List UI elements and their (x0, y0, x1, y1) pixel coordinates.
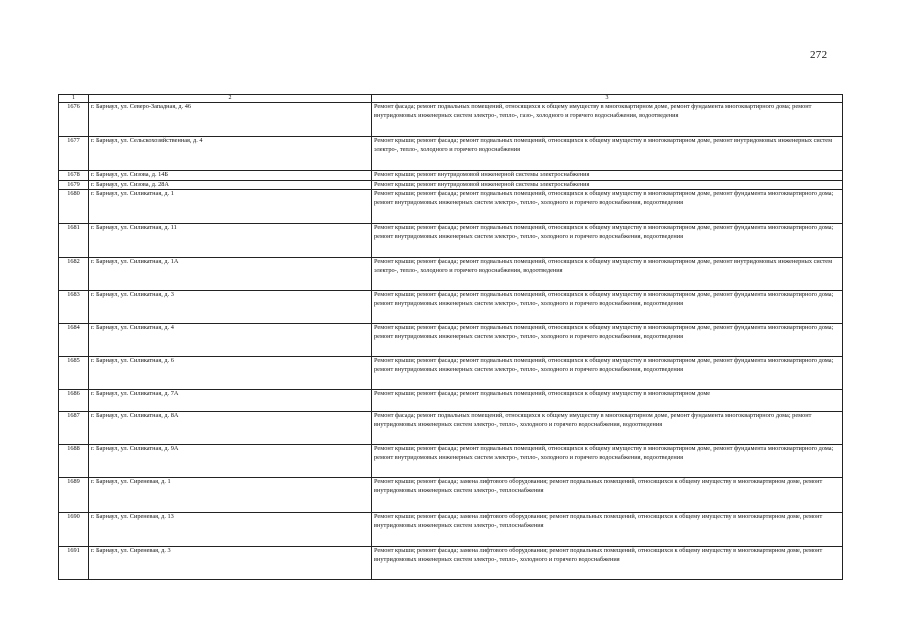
row-works: Ремонт крыши; ремонт фасада; ремонт подвальных помещений, относящихся к общему имуществу в многоквартирном доме, ремонт фундамента многоквартирного дома; ремонт внутридомовых инженерных систем электро-, тепло-, холодного и горячего водоснабжения, водоотведения (372, 445, 843, 478)
row-works: Ремонт крыши; ремонт фасада; замена лифтового оборудования; ремонт подвальных помещений, относящихся к общему имуществу в многоквартирном доме, ремонт внутридомовых инженерных систем электро-, теплоснабжения (372, 478, 843, 513)
row-works: Ремонт крыши; ремонт внутридомовой инженерной системы электроснабжения (372, 180, 843, 190)
page-number: 272 (810, 49, 828, 61)
row-address: г. Барнаул, ул. Сельскохозяйственная, д. 4 (89, 137, 372, 171)
row-address: г. Барнаул, ул. Сизова, д. 28А (89, 180, 372, 190)
row-works: Ремонт крыши; ремонт фасада; ремонт подвальных помещений, относящихся к общему имуществу в многоквартирном доме, ремонт фундамента многоквартирного дома; ремонт внутридомовых инженерных систем электро-, тепло-, холодного и горячего водоснабжения, водоотведения (372, 190, 843, 224)
table-row (59, 390, 843, 412)
works-table (58, 94, 843, 580)
row-number: 1686 (59, 390, 89, 412)
row-works: Ремонт крыши; ремонт фасада; ремонт подвальных помещений, относящихся к общему имуществу в многоквартирном доме, ремонт внутридомовых инженерных систем электро-, тепло-, холодного и горячего водоснабжения, водоотведения (372, 258, 843, 291)
row-works: Ремонт крыши; ремонт фасада; ремонт подвальных помещений, относящихся к общему имуществу в многоквартирном доме (372, 390, 843, 412)
row-number: 1681 (59, 224, 89, 258)
row-address: г. Барнаул, ул. Силикатная, д. 4 (89, 324, 372, 357)
table-row (59, 180, 843, 190)
table-row (59, 190, 843, 224)
table-row (59, 478, 843, 513)
row-number: 1688 (59, 445, 89, 478)
row-address: г. Барнаул, ул. Силикатная, д. 1 (89, 190, 372, 224)
row-address: г. Барнаул, ул. Силикатная, д. 7А (89, 390, 372, 412)
row-number: 1684 (59, 324, 89, 357)
column-header-works: 3 (372, 95, 843, 103)
row-address: г. Барнаул, ул. Сиреневая, д. 13 (89, 513, 372, 547)
column-header-number: 1 (59, 95, 89, 103)
table-row (59, 103, 843, 137)
row-number: 1677 (59, 137, 89, 171)
table-row (59, 291, 843, 324)
table-row (59, 357, 843, 390)
table-row (59, 412, 843, 445)
row-works: Ремонт фасада; ремонт подвальных помещений, относящихся к общему имуществу в многоквартирном доме, ремонт фундамента многоквартирного дома; ремонт внутридомовых инженерных систем электро-, тепло-, газо-, холодного и горячего водоснабжения, водоотведения (372, 103, 843, 137)
row-number: 1687 (59, 412, 89, 445)
row-address: г. Барнаул, ул. Силикатная, д. 8А (89, 412, 372, 445)
row-address: г. Барнаул, ул. Сиреневая, д. 1 (89, 478, 372, 513)
row-works: Ремонт крыши; ремонт фасада; ремонт подвальных помещений, относящихся к общему имуществу в многоквартирном доме, ремонт фундамента многоквартирного дома; ремонт внутридомовых инженерных систем электро-, тепло-, холодного и горячего водоснабжения, водоотведения (372, 324, 843, 357)
table-row (59, 258, 843, 291)
row-number: 1691 (59, 547, 89, 580)
row-works: Ремонт крыши; ремонт фасада; ремонт подвальных помещений, относящихся к общему имуществу в многоквартирном доме, ремонт фундамента многоквартирного дома; ремонт внутридомовых инженерных систем электро-, тепло-, холодного и горячего водоснабжения, водоотведения (372, 357, 843, 390)
row-address: г. Барнаул, ул. Силикатная, д. 9А (89, 445, 372, 478)
row-number: 1679 (59, 180, 89, 190)
table-row (59, 547, 843, 580)
row-works: Ремонт фасада; ремонт подвальных помещений, относящихся к общему имуществу в многоквартирном доме, ремонт фундамента многоквартирного дома; ремонт внутридомовых инженерных систем электро-, тепло-, холодного и горячего водоснабжения, водоотведения (372, 412, 843, 445)
row-number: 1683 (59, 291, 89, 324)
row-number: 1676 (59, 103, 89, 137)
row-number: 1685 (59, 357, 89, 390)
table-header-row (59, 95, 843, 103)
row-number: 1682 (59, 258, 89, 291)
row-works: Ремонт крыши; ремонт фасада; ремонт подвальных помещений, относящихся к общему имуществу в многоквартирном доме, ремонт фундамента многоквартирного дома; ремонт внутридомовых инженерных систем электро-, тепло-, холодного и горячего водоснабжения, водоотведения (372, 291, 843, 324)
row-works: Ремонт крыши; ремонт фасада; замена лифтового оборудования; ремонт подвальных помещений, относящихся к общему имуществу в многоквартирном доме, ремонт внутридомовых инженерных систем электро-, теплоснабжения (372, 513, 843, 547)
row-number: 1689 (59, 478, 89, 513)
column-header-address: 2 (89, 95, 372, 103)
table-row (59, 513, 843, 547)
row-number: 1690 (59, 513, 89, 547)
row-works: Ремонт крыши; ремонт фасада; ремонт подвальных помещений, относящихся к общему имуществу в многоквартирном доме, ремонт фундамента многоквартирного дома; ремонт внутридомовых инженерных систем электро-, тепло-, холодного и горячего водоснабжения, водоотведения (372, 224, 843, 258)
table-row (59, 171, 843, 181)
row-number: 1678 (59, 171, 89, 181)
table-row (59, 324, 843, 357)
row-address: г. Барнаул, ул. Силикатная, д. 3 (89, 291, 372, 324)
table-row (59, 445, 843, 478)
row-number: 1680 (59, 190, 89, 224)
row-address: г. Барнаул, ул. Силикатная, д. 1А (89, 258, 372, 291)
row-address: г. Барнаул, ул. Силикатная, д. 6 (89, 357, 372, 390)
table-row (59, 224, 843, 258)
row-works: Ремонт крыши; ремонт фасада; ремонт подвальных помещений, относящихся к общему имуществу в многоквартирном доме, ремонт внутридомовых инженерных систем электро-, тепло-, холодного и горячего водоснабжения (372, 137, 843, 171)
row-address: г. Барнаул, ул. Сизова, д. 14Б (89, 171, 372, 181)
row-address: г. Барнаул, ул. Сиреневая, д. 3 (89, 547, 372, 580)
row-works: Ремонт крыши; ремонт фасада; замена лифтового оборудования; ремонт подвальных помещений, относящихся к общему имуществу в многоквартирном доме, ремонт внутридомовых инженерных систем электро-, тепло-, холодного и горячего водоснабжения (372, 547, 843, 580)
table-row (59, 137, 843, 171)
row-address: г. Барнаул, ул. Силикатная, д. 11 (89, 224, 372, 258)
row-address: г. Барнаул, ул. Северо-Западная, д. 46 (89, 103, 372, 137)
row-works: Ремонт крыши; ремонт внутридомовой инженерной системы электроснабжения (372, 171, 843, 181)
